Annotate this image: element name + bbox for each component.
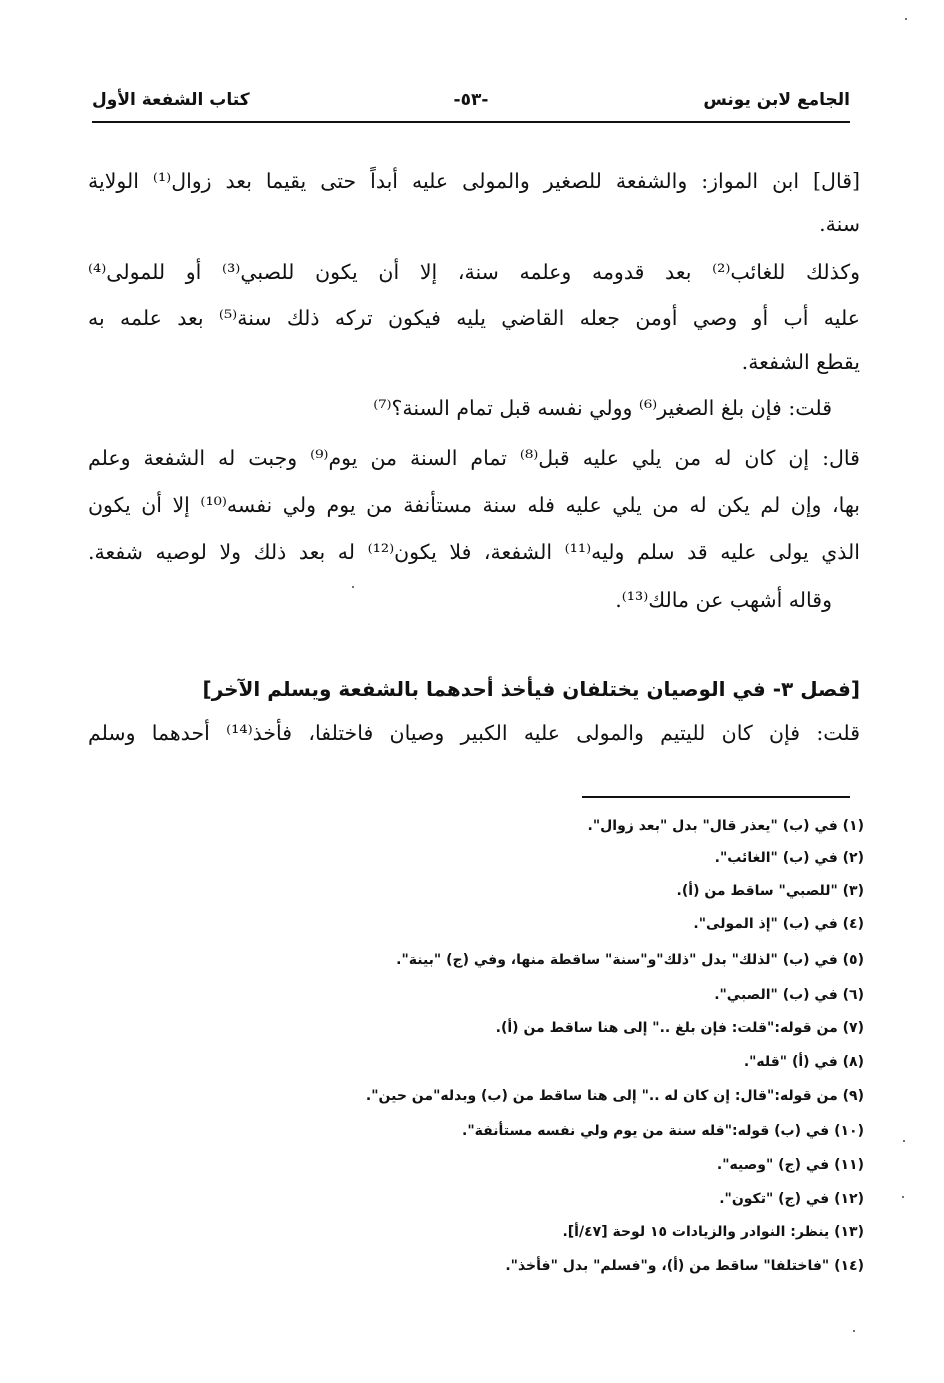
section-heading: [فصل ٣- في الوصيان يختلفان فيأخذ أحدهما بالشفعة ويسلم الآخر] [202, 677, 860, 701]
header-rule [92, 121, 850, 123]
footnote: (٣) "للصبي" ساقط من (أ). [676, 883, 864, 899]
scan-speck [352, 586, 354, 588]
footnote: (٦) في (ب) "الصبي". [714, 987, 864, 1003]
footnote: (٨) في (أ) "قله". [743, 1054, 864, 1070]
body-line: [قال] ابن المواز: والشفعة للصغير والمولى عليه أبداً حتى يقيما بعد زوال⁽¹⁾ الولاية [88, 169, 860, 193]
header-chapter-title: كتاب الشفعة الأول [92, 90, 250, 110]
body-line: وقاله أشهب عن مالك⁽¹³⁾. [615, 588, 832, 612]
body-line: سنة. [819, 212, 860, 236]
body-line: وكذلك للغائب⁽²⁾ بعد قدومه وعلمه سنة، إلا أن يكون للصبي⁽³⁾ أو للمولى⁽⁴⁾ [88, 260, 860, 284]
footnote: (١) في (ب) "يعذر قال" بدل "بعد زوال". [587, 818, 864, 834]
footnote: (١٠) في (ب) قوله:"فله سنة من يوم ولي نفسه مستأنفة". [462, 1123, 864, 1139]
footnote: (١٤) "فاختلفا" ساقط من (أ)، و"فسلم" بدل "فأخذ". [505, 1258, 864, 1274]
footnote: (٥) في (ب) "لذلك" بدل "ذلك"و"سنة" ساقطة منها، وفي (ج) "بينة". [396, 952, 864, 968]
body-line: قلت: فإن كان لليتيم والمولى عليه الكبير وصيان فاختلفا، فأخذ⁽¹⁴⁾ أحدهما وسلم [88, 721, 860, 745]
body-line: عليه أب أو وصي أومن جعله القاضي يليه فيكون تركه ذلك سنة⁽⁵⁾ بعد علمه به [88, 306, 861, 330]
scan-speck [902, 1196, 904, 1198]
footnote: (١٣) ينظر: النوادر والزيادات ١٥ لوحة [٤٧/أ]. [562, 1224, 864, 1240]
scan-speck [903, 1140, 905, 1142]
footnote: (٢) في (ب) "الغائب". [714, 850, 864, 866]
body-line: بها، وإن لم يكن له من يلي عليه فله سنة مستأنفة من يوم ولي نفسه⁽¹⁰⁾ إلا أن يكون [88, 493, 860, 517]
footnote: (١٢) في (ج) "تكون". [719, 1191, 864, 1207]
footnote: (٧) من قوله:"قلت: فإن بلغ .." إلى هنا ساقط من (أ). [495, 1020, 864, 1036]
scan-speck [853, 1330, 855, 1332]
body-line: يقطع الشفعة. [741, 350, 860, 374]
page-number: -٥٣- [453, 90, 489, 110]
footnote: (١١) في (ج) "وصيه". [716, 1157, 864, 1173]
body-line: الذي يولى عليه قد سلم وليه⁽¹¹⁾ الشفعة، فلا يكون⁽¹²⁾ له بعد ذلك ولا لوصيه شفعة. [88, 540, 860, 564]
running-header [92, 88, 850, 118]
header-book-title: الجامع لابن يونس [703, 90, 850, 110]
body-line: قال: إن كان له من يلي عليه قبل⁽⁸⁾ تمام السنة من يوم⁽⁹⁾ وجبت له الشفعة وعلم [88, 446, 860, 470]
scan-speck [905, 18, 907, 20]
footnote: (٤) في (ب) "إذ المولى". [693, 916, 864, 932]
footnote: (٩) من قوله:"قال: إن كان له .." إلى هنا ساقط من (ب) وبدله"من حين". [365, 1088, 864, 1104]
footnote-rule [582, 796, 850, 798]
body-line: قلت: فإن بلغ الصغير⁽⁶⁾ وولي نفسه قبل تمام السنة؟⁽⁷⁾ [373, 396, 832, 420]
